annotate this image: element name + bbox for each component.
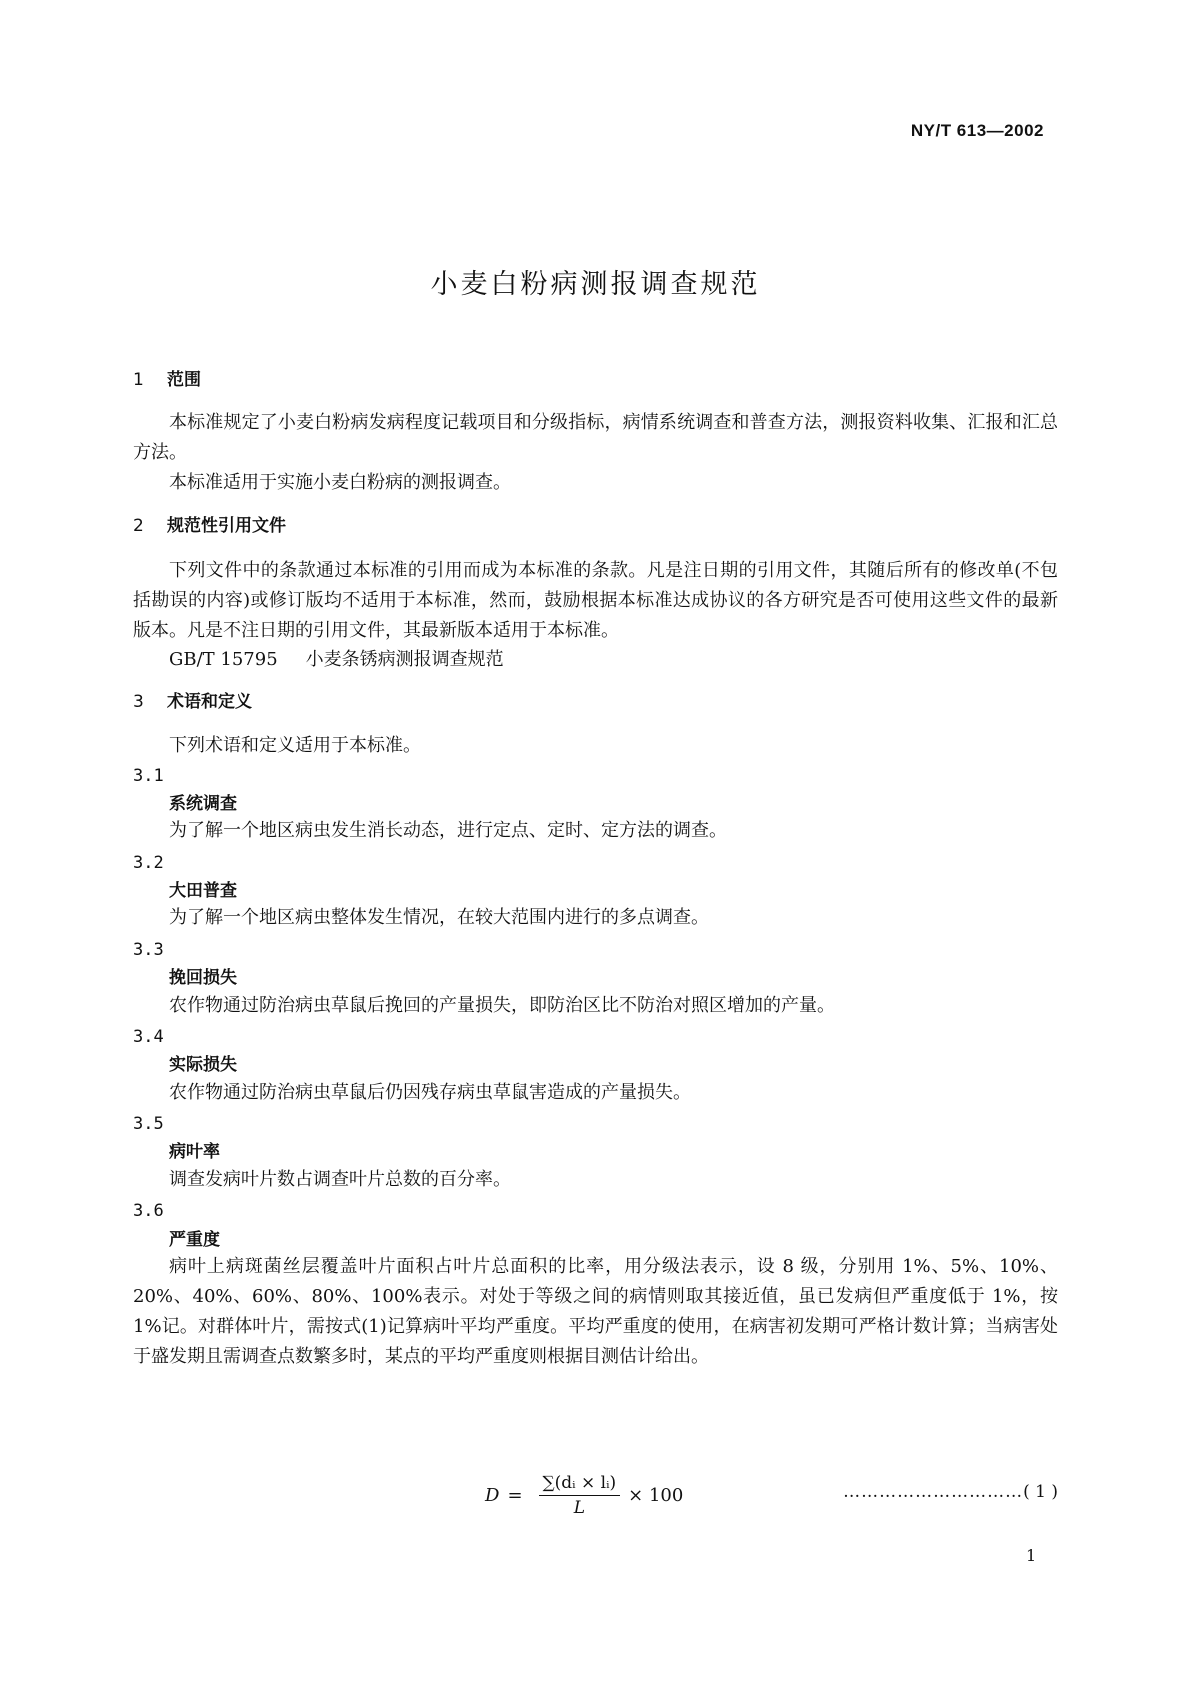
page-number: 1 [1026,1546,1037,1565]
normative-reference [169,645,504,675]
clause-number: 3.4 [133,1027,164,1047]
term-definition: 农作物通过防治病虫草鼠后仍因残存病虫草鼠害造成的产量损失。 [169,1082,691,1103]
formula-equals: = [507,1484,523,1506]
section-1-heading [133,368,201,392]
clause-number: 3.6 [133,1201,164,1221]
term-title: 实际损失 [169,1055,237,1075]
formula-fraction [539,1473,621,1518]
section-3-heading [133,690,252,714]
section-3-intro: 下列术语和定义适用于本标准。 [169,735,421,756]
clause-number: 3.3 [133,940,164,960]
severity-formula [485,1470,683,1520]
clause-number: 3.2 [133,853,164,873]
term-title: 病叶率 [169,1142,220,1162]
document-title: 小麦白粉病测报调查规范 [430,269,761,300]
term-definition: 为了解一个地区病虫整体发生情况，在较大范围内进行的多点调查。 [169,907,709,928]
term-title: 挽回损失 [169,968,237,988]
section-title: 规范性引用文件 [167,516,286,536]
term-definition: 农作物通过防治病虫草鼠后挽回的产量损失，即防治区比不防治对照区增加的产量。 [169,995,835,1016]
term-title: 严重度 [169,1230,220,1250]
formula-tail: × 100 [628,1484,684,1506]
formula-leader-dots: ………………………… [843,1482,1024,1502]
standard-code: NY/T 613—2002 [910,121,1044,140]
section-number: 3 [133,692,144,712]
section-1-paragraph-2: 本标准适用于实施小麦白粉病的测报调查。 [169,472,511,493]
formula-number [795,1482,1058,1502]
formula-numerator: ∑(dᵢ × lᵢ) [539,1473,621,1496]
term-title: 大田普查 [169,881,237,901]
section-title: 范围 [167,370,201,390]
section-2-heading [133,514,286,538]
formula-denominator: L [573,1497,585,1518]
clause-number: 3.5 [133,1114,164,1134]
section-number: 2 [133,516,144,536]
formula-number-label: ( 1 ) [1023,1482,1058,1502]
term-definition: 调查发病叶片数占调查叶片总数的百分率。 [169,1169,511,1190]
section-1-paragraph-1: 本标准规定了小麦白粉病发病程度记载项目和分级指标，病情系统调查和普查方法，测报资料收集、汇报和汇总方法。 [133,412,1058,463]
clause-number: 3.1 [133,766,164,786]
reference-code: GB/T 15795 [169,649,278,670]
section-number: 1 [133,370,144,390]
section-title: 术语和定义 [167,692,252,712]
formula-lhs: D [485,1484,500,1506]
term-definition: 病叶上病斑菌丝层覆盖叶片面积占叶片总面积的比率，用分级法表示，设 8 级，分别用 1%、5%、10%、20%、40%、60%、80%、100%表示。对处于等级之间的病情则取其接近值，虽已发病但严重度低于 1%，按 1%记。对群体叶片，需按式(1)记算病叶平均严重度。平均严重度的使用，在病害初发期可严格计数计算；当病害处于盛发期且需调查点数繁多时，某点的平均严重度则根据目测估计给出。 [133,1256,1058,1367]
reference-title: 小麦条锈病测报调查规范 [305,649,504,670]
term-definition: 为了解一个地区病虫发生消长动态，进行定点、定时、定方法的调查。 [169,820,727,841]
term-title: 系统调查 [169,794,237,814]
section-2-paragraph: 下列文件中的条款通过本标准的引用而成为本标准的条款。凡是注日期的引用文件，其随后所有的修改单(不包括勘误的内容)或修订版均不适用于本标准，然而，鼓励根据本标准达成协议的各方研究是否可使用这些文件的最新版本。凡是不注日期的引用文件，其最新版本适用于本标准。 [133,560,1058,641]
